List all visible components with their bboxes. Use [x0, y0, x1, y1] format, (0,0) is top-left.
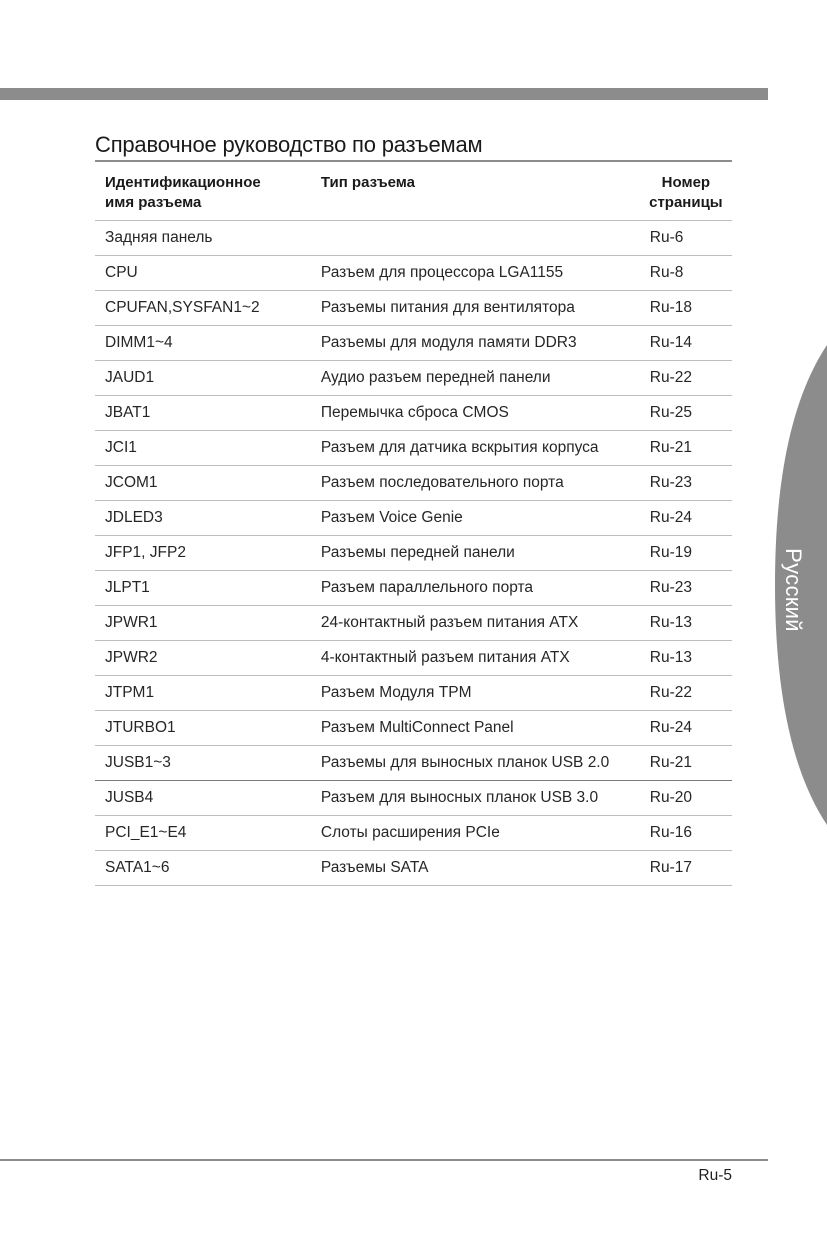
page-number-cell: Ru-13: [640, 606, 732, 641]
connector-id-cell: JCOM1: [95, 466, 311, 501]
table-row: [95, 361, 732, 396]
connector-type-cell: Разъем Модуля TPM: [311, 676, 640, 711]
connector-type-cell: Разъем MultiConnect Panel: [311, 711, 640, 746]
connector-id-cell: SATA1~6: [95, 851, 311, 886]
page-number-cell: Ru-19: [640, 536, 732, 571]
connector-reference-table: [95, 167, 732, 886]
page-number-cell: Ru-16: [640, 816, 732, 851]
connector-type-cell: 24-контактный разъем питания ATX: [311, 606, 640, 641]
column-header-type: Тип разъема: [311, 167, 640, 221]
connector-type-cell: Разъем для выносных планок USB 3.0: [311, 781, 640, 816]
connector-type-cell: Разъемы для модуля памяти DDR3: [311, 326, 640, 361]
table-header-row: [95, 167, 732, 221]
connector-id-cell: JLPT1: [95, 571, 311, 606]
page-number: Ru-5: [698, 1167, 732, 1184]
table-row: [95, 571, 732, 606]
table-body: [95, 221, 732, 886]
connector-id-cell: DIMM1~4: [95, 326, 311, 361]
connector-type-cell: Перемычка сброса CMOS: [311, 396, 640, 431]
connector-id-cell: JPWR2: [95, 641, 311, 676]
connector-type-cell: Разъемы для выносных планок USB 2.0: [311, 746, 640, 781]
page-number-cell: Ru-21: [640, 431, 732, 466]
connector-id-cell: CPU: [95, 256, 311, 291]
page-number-cell: Ru-23: [640, 571, 732, 606]
table-row: [95, 746, 732, 781]
page-title: Справочное руководство по разъемам: [95, 132, 483, 157]
page-number-cell: Ru-14: [640, 326, 732, 361]
table-row: [95, 851, 732, 886]
page-number-cell: Ru-20: [640, 781, 732, 816]
connector-type-cell: Разъемы передней панели: [311, 536, 640, 571]
connector-id-cell: JFP1, JFP2: [95, 536, 311, 571]
table-row: [95, 326, 732, 361]
connector-id-cell: PCI_E1~E4: [95, 816, 311, 851]
connector-id-cell: JTPM1: [95, 676, 311, 711]
column-header-id: Идентификационное имя разъема: [95, 167, 311, 221]
page-number-cell: Ru-22: [640, 361, 732, 396]
connector-id-cell: Задняя панель: [95, 221, 311, 256]
table-row: [95, 781, 732, 816]
connector-type-cell: Разъем Voice Genie: [311, 501, 640, 536]
page-number-cell: Ru-23: [640, 466, 732, 501]
page-number-cell: Ru-18: [640, 291, 732, 326]
table-row: [95, 606, 732, 641]
page-number-cell: Ru-17: [640, 851, 732, 886]
page-number-cell: Ru-13: [640, 641, 732, 676]
table-row: [95, 221, 732, 256]
connector-id-cell: CPUFAN,SYSFAN1~2: [95, 291, 311, 326]
page-number-cell: Ru-22: [640, 676, 732, 711]
connector-id-cell: JPWR1: [95, 606, 311, 641]
table-row: [95, 711, 732, 746]
connector-type-cell: Разъем последовательного порта: [311, 466, 640, 501]
language-side-tab-label: Русский: [781, 548, 806, 632]
connector-id-cell: JUSB1~3: [95, 746, 311, 781]
connector-type-cell: Слоты расширения PCIe: [311, 816, 640, 851]
column-header-page: Номер страницы: [640, 167, 732, 221]
connector-type-cell: Разъемы питания для вентилятора: [311, 291, 640, 326]
table-row: [95, 291, 732, 326]
table-row: [95, 396, 732, 431]
connector-id-cell: JTURBO1: [95, 711, 311, 746]
connector-type-cell: 4-контактный разъем питания ATX: [311, 641, 640, 676]
table-row: [95, 641, 732, 676]
table-row: [95, 676, 732, 711]
connector-type-cell: Разъемы SATA: [311, 851, 640, 886]
connector-type-cell: Разъем параллельного порта: [311, 571, 640, 606]
connector-id-cell: JUSB4: [95, 781, 311, 816]
table-row: [95, 816, 732, 851]
table-row: [95, 256, 732, 291]
page-number-cell: Ru-24: [640, 501, 732, 536]
header-bar: [0, 88, 768, 100]
page-number-cell: Ru-6: [640, 221, 732, 256]
page-number-cell: Ru-25: [640, 396, 732, 431]
connector-id-cell: JCI1: [95, 431, 311, 466]
connector-id-cell: JAUD1: [95, 361, 311, 396]
table-row: [95, 466, 732, 501]
page-number-cell: Ru-24: [640, 711, 732, 746]
table-row: [95, 536, 732, 571]
table-row: [95, 431, 732, 466]
page-number-cell: Ru-8: [640, 256, 732, 291]
connector-type-cell: Разъем для датчика вскрытия корпуса: [311, 431, 640, 466]
title-divider: [95, 160, 732, 162]
connector-type-cell: Разъем для процессора LGA1155: [311, 256, 640, 291]
footer-divider: [0, 1159, 768, 1161]
connector-id-cell: JDLED3: [95, 501, 311, 536]
connector-id-cell: JBAT1: [95, 396, 311, 431]
page-number-cell: Ru-21: [640, 746, 732, 781]
table-row: [95, 501, 732, 536]
connector-type-cell: Аудио разъем передней панели: [311, 361, 640, 396]
connector-type-cell: [311, 221, 640, 256]
